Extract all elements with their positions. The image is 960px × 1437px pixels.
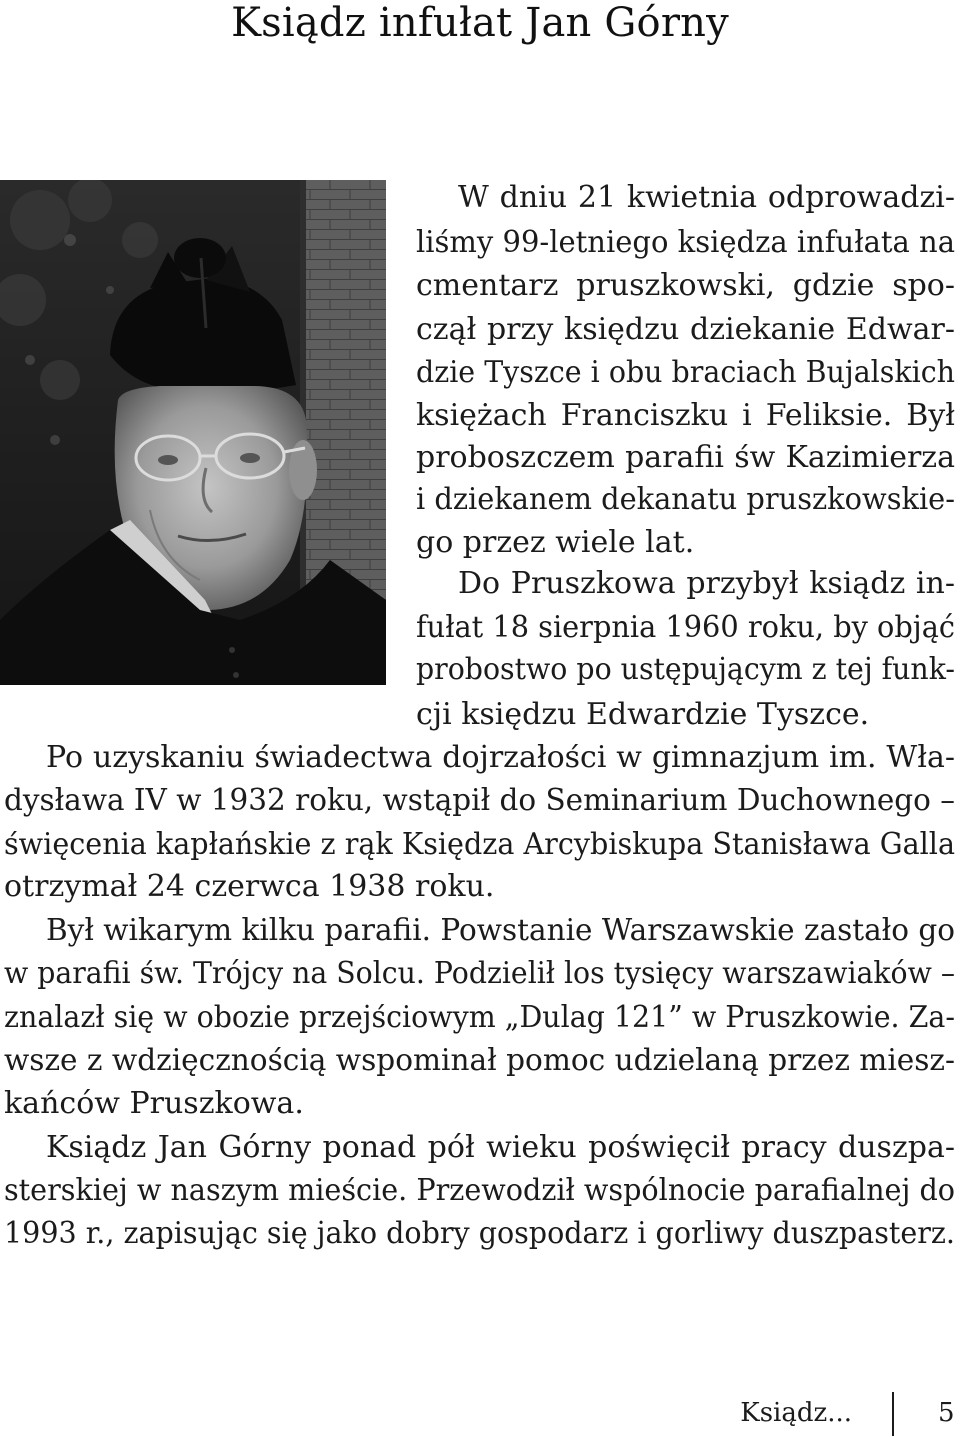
- page-number: 5: [938, 1398, 955, 1428]
- text-line: 1993 r., zapisując się jako dobry gospodarz i gorliwy duszpasterz.: [4, 1216, 955, 1251]
- text-line: i dziekanem dekanatu pruszkowskie-: [416, 482, 955, 517]
- text-line: cji księdzu Edwardzie Tyszce.: [416, 697, 870, 732]
- running-title: Ksiądz...: [740, 1398, 852, 1428]
- text-line: Ksiądz Jan Górny ponad pół wieku poświęcił pracy duszpa-: [46, 1130, 955, 1165]
- text-line: sterskiej w naszym mieście. Przewodził wspólnocie parafialnej do: [4, 1173, 955, 1208]
- text-line: fułat 18 sierpnia 1960 roku, by objąć: [416, 610, 955, 645]
- text-line: otrzymał 24 czerwca 1938 roku.: [4, 869, 495, 904]
- text-line: Był wikarym kilku parafii. Powstanie Warszawskie zastało go: [46, 913, 955, 948]
- text-line: Po uzyskaniu świadectwa dojrzałości w gimnazjum im. Wła-: [46, 740, 955, 775]
- text-line: kańców Pruszkowa.: [4, 1086, 304, 1121]
- text-line: liśmy 99-letniego księdza infułata na: [416, 225, 955, 260]
- text-line: księżach Franciszku i Feliksie. Był: [416, 398, 955, 433]
- text-line: dysława IV w 1932 roku, wstąpił do Seminarium Duchownego –: [4, 783, 955, 818]
- text-line: wsze z wdzięcznością wspominał pomoc udzielaną przez miesz-: [4, 1043, 955, 1078]
- footer-divider: [892, 1392, 894, 1436]
- text-line: proboszczem parafii św Kazimierza: [416, 440, 955, 475]
- text-line: dzie Tyszce i obu braciach Bujalskich: [416, 355, 955, 390]
- text-line: go przez wiele lat.: [416, 525, 695, 560]
- text-line: czął przy księdzu dziekanie Edwar-: [416, 312, 955, 347]
- text-line: znalazł się w obozie przejściowym „Dulag 121” w Pruszkowie. Za-: [4, 1000, 955, 1035]
- text-line: probostwo po ustępującym z tej funk-: [416, 652, 955, 687]
- text-line: W dniu 21 kwietnia odprowadzi-: [458, 180, 955, 215]
- text-line: święcenia kapłańskie z rąk Księdza Arcybiskupa Stanisława Galla: [4, 827, 955, 862]
- page-title: Ksiądz infułat Jan Górny: [231, 0, 729, 46]
- text-line: w parafii św. Trójcy na Solcu. Podzielił los tysięcy warszawiaków –: [4, 956, 955, 991]
- portrait-photo: [0, 180, 386, 685]
- portrait-illustration: [0, 180, 386, 685]
- text-line: cmentarz pruszkowski, gdzie spo-: [416, 268, 955, 303]
- text-line: Do Pruszkowa przybył ksiądz in-: [458, 566, 955, 601]
